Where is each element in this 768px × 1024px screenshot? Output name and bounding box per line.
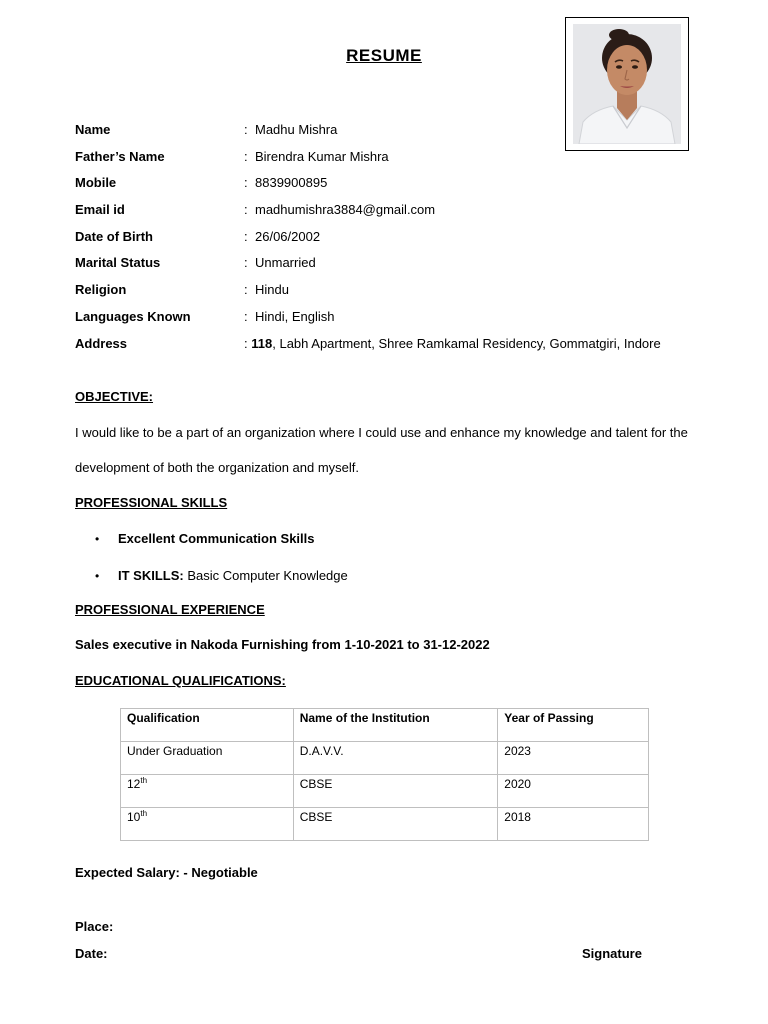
skill-label: IT SKILLS: <box>118 568 184 583</box>
skills-heading: PROFESSIONAL SKILLS <box>75 495 228 510</box>
detail-label: Mobile <box>75 175 117 191</box>
detail-label: Marital Status <box>75 255 161 271</box>
bullet-icon: • <box>95 532 100 546</box>
experience-text: Sales executive in Nakoda Furnishing from 1-10-2021 to 31-12-2022 <box>75 637 490 652</box>
table-header-cell: Year of Passing <box>498 709 649 742</box>
table-header-cell: Qualification <box>121 709 294 742</box>
detail-label: Email id <box>75 202 125 218</box>
detail-colon: : <box>244 228 248 244</box>
detail-label: Languages Known <box>75 308 191 324</box>
detail-label: Name <box>75 122 111 137</box>
detail-row-marital-status <box>75 254 735 281</box>
objective-line-2: development of both the organization and myself. <box>75 460 360 475</box>
detail-colon: : <box>244 282 248 298</box>
date-label: Date: <box>75 946 108 961</box>
objective-line-1: I would like to be a part of an organization where I could use and enhance my knowledge and talent for the <box>75 425 688 440</box>
table-cell: 12th <box>121 775 294 808</box>
detail-row-father-name <box>75 148 735 175</box>
detail-row-address <box>75 335 735 362</box>
detail-colon: : <box>244 335 248 351</box>
table-cell: 2023 <box>498 742 649 775</box>
address-text: , Labh Apartment, Shree Ramkamal Residency, Gommatgiri, Indore <box>272 335 661 351</box>
detail-label: Address <box>75 335 128 351</box>
table-row <box>121 742 649 775</box>
detail-colon: : <box>244 148 248 164</box>
detail-value: Hindi, English <box>255 308 335 324</box>
detail-colon: : <box>244 122 248 137</box>
personal-details <box>75 121 735 361</box>
detail-value: Madhu Mishra <box>255 122 338 137</box>
detail-row-dob <box>75 228 735 255</box>
table-cell: D.A.V.V. <box>293 742 498 775</box>
table-cell: Under Graduation <box>121 742 294 775</box>
detail-value: Unmarried <box>255 255 316 271</box>
detail-colon: : <box>244 308 248 324</box>
detail-row-email <box>75 201 735 228</box>
education-table <box>120 708 649 841</box>
skill-description: Basic Computer Knowledge <box>183 568 348 583</box>
table-row <box>121 775 649 808</box>
detail-value: Hindu <box>255 282 289 298</box>
address-house-number: 118 <box>251 335 273 351</box>
skill-text: Excellent Communication Skills <box>118 531 315 546</box>
detail-colon: : <box>244 175 248 191</box>
table-header-cell: Name of the Institution <box>293 709 498 742</box>
detail-label: Father’s Name <box>75 148 165 164</box>
table-cell: CBSE <box>293 775 498 808</box>
detail-value: 8839900895 <box>255 175 328 191</box>
bullet-icon: • <box>95 569 100 583</box>
detail-row-languages <box>75 308 735 335</box>
detail-colon: : <box>244 255 248 271</box>
detail-label: Religion <box>75 282 127 298</box>
detail-row-mobile <box>75 174 735 201</box>
detail-label: Date of Birth <box>75 228 153 244</box>
education-heading: EDUCATIONAL QUALIFICATIONS: <box>75 673 286 688</box>
detail-row-religion <box>75 281 735 308</box>
detail-value: madhumishra3884@gmail.com <box>255 202 436 218</box>
detail-colon: : <box>244 202 248 218</box>
detail-value <box>244 335 661 353</box>
place-label: Place: <box>75 919 114 934</box>
detail-row-name <box>75 121 735 148</box>
table-cell: 2018 <box>498 808 649 841</box>
table-header-row <box>121 709 649 742</box>
table-cell: 2020 <box>498 775 649 808</box>
table-row <box>121 808 649 841</box>
table-cell: 10th <box>121 808 294 841</box>
objective-heading: OBJECTIVE: <box>75 389 154 404</box>
experience-heading: PROFESSIONAL EXPERIENCE <box>75 602 265 617</box>
expected-salary: Expected Salary: - Negotiable <box>75 865 258 880</box>
detail-value: 26/06/2002 <box>255 228 321 244</box>
table-cell: CBSE <box>293 808 498 841</box>
skill-text <box>118 567 348 585</box>
resume-title: RESUME <box>346 46 422 65</box>
signature-label: Signature <box>582 946 642 961</box>
detail-value: Birendra Kumar Mishra <box>255 148 389 164</box>
